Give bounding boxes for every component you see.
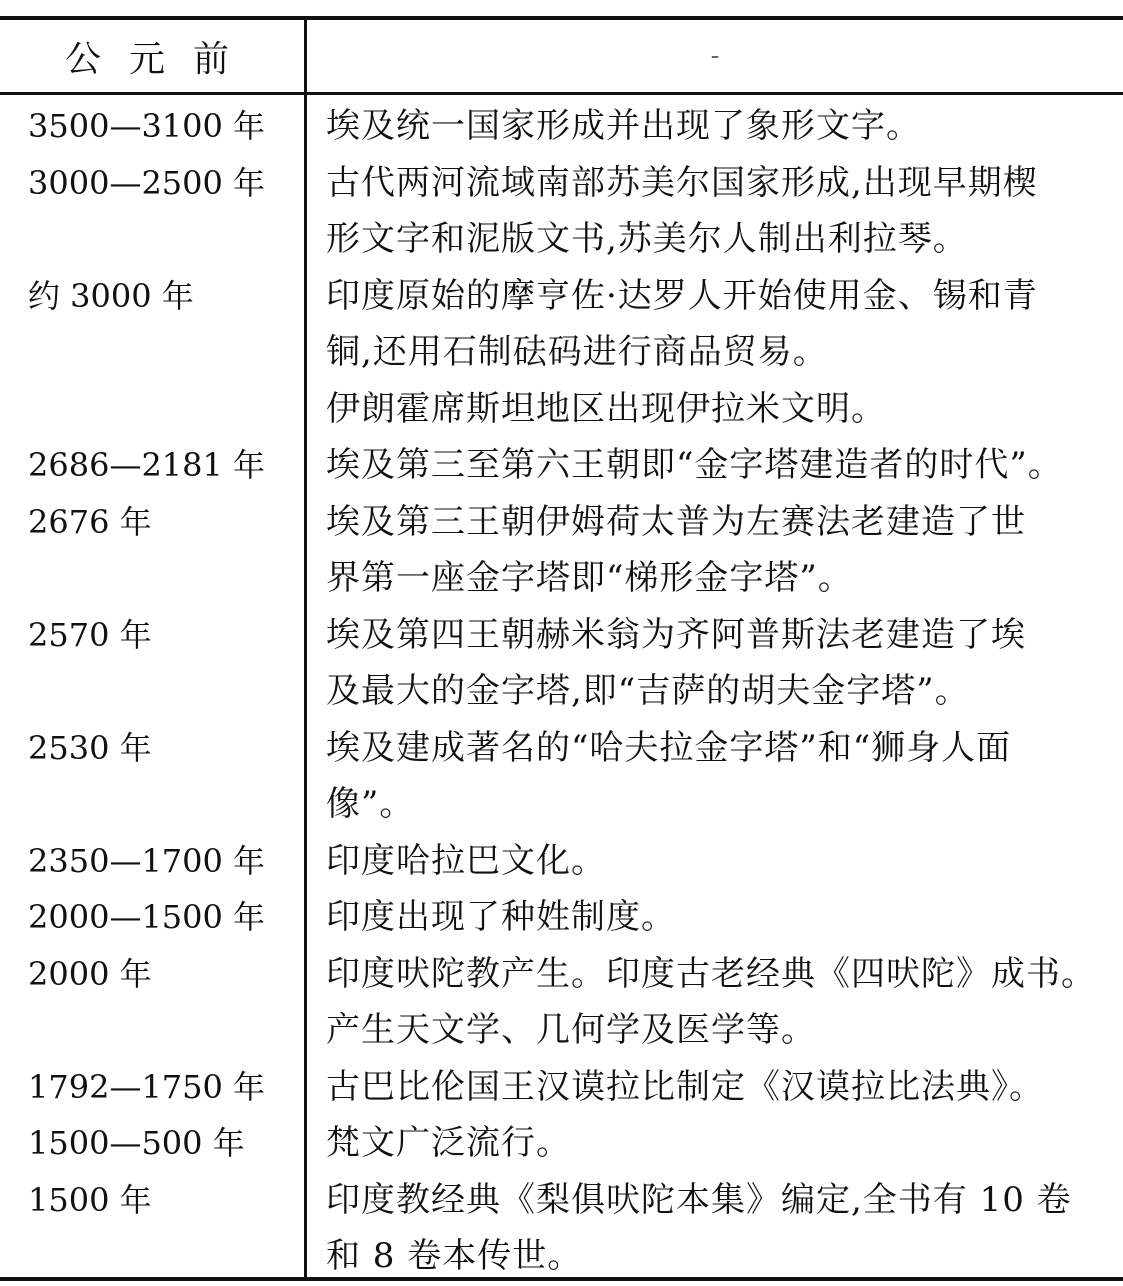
- event-text-line: 埃及第三王朝伊姆荷太普为左赛法老建造了世: [326, 501, 1026, 542]
- event-text-line: 埃及第四王朝赫米翁为齐阿普斯法老建造了埃: [326, 614, 1026, 655]
- event-cell: [304, 268, 1123, 381]
- date-column-header: 公元前: [64, 38, 257, 80]
- event-cell: [304, 98, 1123, 155]
- event-text-line: 古代两河流域南部苏美尔国家形成,出现早期楔: [326, 162, 1038, 203]
- date-cell: 2350—1700 年: [28, 841, 266, 880]
- date-cell: 2570 年: [28, 615, 152, 654]
- event-text-line: 印度原始的摩亨佐·达罗人开始使用金、锡和青: [326, 275, 1038, 316]
- table-row: [0, 381, 1123, 438]
- date-cell: 1500—500 年: [28, 1124, 245, 1162]
- event-text-line: 和 8 卷本传世。: [326, 1236, 583, 1276]
- event-text-line: 印度吠陀教产生。印度古老经典《四吠陀》成书。: [326, 953, 1096, 994]
- table-row: [0, 833, 1123, 890]
- event-text-line: 印度教经典《梨俱吠陀本集》编定,全书有 10 卷: [326, 1179, 1072, 1220]
- event-cell: [304, 494, 1123, 607]
- event-cell: [304, 155, 1123, 268]
- date-cell: 1500 年: [28, 1180, 152, 1219]
- event-text-line: 埃及第三至第六王朝即“金字塔建造者的时代”。: [326, 445, 1063, 485]
- event-text-line: 印度哈拉巴文化。: [326, 840, 606, 881]
- event-cell: [304, 889, 1123, 946]
- event-text-line: 及最大的金字塔,即“吉萨的胡夫金字塔”。: [326, 671, 970, 711]
- event-text-line: 印度出现了种姓制度。: [326, 897, 676, 937]
- event-text-line: 古巴比伦国王汉谟拉比制定《汉谟拉比法典》。: [326, 1066, 1044, 1107]
- event-text-line: 埃及统一国家形成并出现了象形文字。: [326, 106, 921, 146]
- table-row: [0, 889, 1123, 946]
- table-row: [0, 607, 1123, 720]
- event-text-line: 埃及建成著名的“哈夫拉金字塔”和“狮身人面: [326, 727, 1012, 768]
- date-cell: 2530 年: [28, 728, 152, 767]
- table-row: [0, 1115, 1123, 1172]
- date-cell: 2000 年: [28, 954, 152, 993]
- date-cell: 约 3000 年: [28, 276, 194, 315]
- date-cell: 2676 年: [28, 502, 152, 541]
- event-cell: [304, 437, 1123, 494]
- event-text-line: 产生天文学、几何学及医学等。: [326, 1010, 816, 1050]
- table-top-rule: [0, 16, 1123, 20]
- table-row: [0, 437, 1123, 494]
- date-cell: [0, 381, 304, 438]
- event-cell: [304, 720, 1123, 833]
- date-cell: 1792—1750 年: [28, 1067, 266, 1106]
- table-row: [0, 494, 1123, 607]
- table-row: [0, 720, 1123, 833]
- event-text-line: 梵文广泛流行。: [326, 1123, 571, 1163]
- table-body: [0, 98, 1123, 1285]
- event-text-line: 伊朗霍席斯坦地区出现伊拉米文明。: [326, 388, 886, 429]
- event-cell: [304, 381, 1123, 438]
- event-cell: [304, 1172, 1123, 1285]
- date-cell: 2686—2181 年: [28, 446, 266, 484]
- table-row: [0, 1059, 1123, 1116]
- event-text-line: 铜,还用石制砝码进行商品贸易。: [326, 332, 828, 372]
- table-row: [0, 98, 1123, 155]
- event-cell: [304, 1115, 1123, 1172]
- event-text-line: 形文字和泥版文书,苏美尔人制出利拉琴。: [326, 219, 968, 259]
- date-cell: 2000—1500 年: [28, 898, 266, 936]
- event-cell: [304, 833, 1123, 890]
- table-bottom-rule: [0, 1277, 1123, 1281]
- event-cell: [304, 1059, 1123, 1116]
- date-cell: 3000—2500 年: [28, 163, 266, 202]
- table-row: [0, 155, 1123, 268]
- event-text-line: 像”。: [326, 784, 415, 824]
- event-cell: [304, 946, 1123, 1059]
- table-row: [0, 1172, 1123, 1285]
- table-row: [0, 268, 1123, 381]
- table-row: [0, 946, 1123, 1059]
- event-cell: [304, 607, 1123, 720]
- header-rule: [0, 92, 1123, 95]
- event-text-line: 界第一座金字塔即“梯形金字塔”。: [326, 558, 853, 598]
- event-column-header: -: [710, 41, 720, 71]
- date-cell: 3500—3100 年: [28, 107, 266, 145]
